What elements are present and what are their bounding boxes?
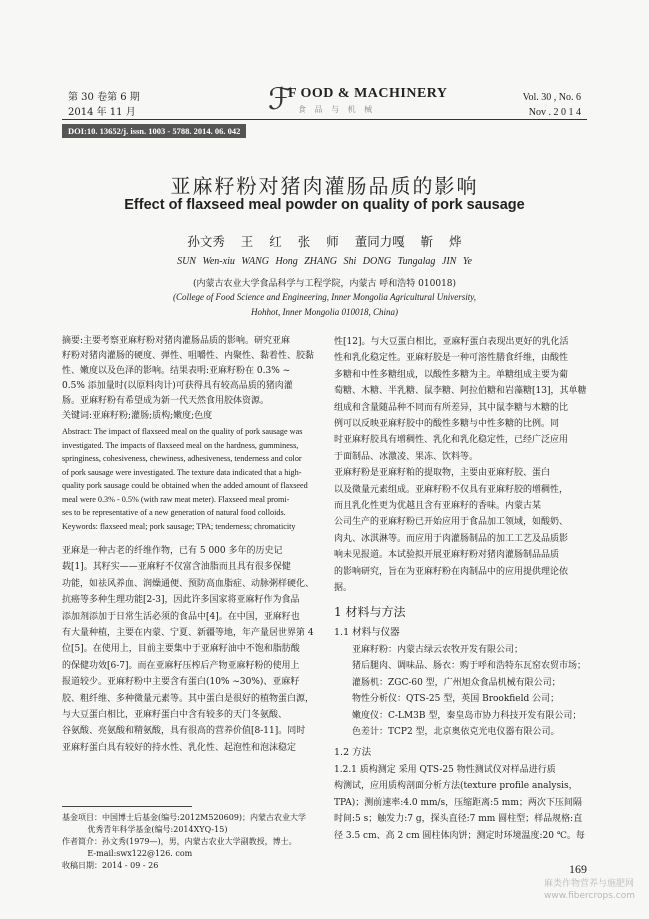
volume-en: Vol. 30 , No. 6 xyxy=(522,92,581,103)
body-line: 而且乳化性更为优越且含有亚麻籽的香味。内蒙古某 xyxy=(334,501,542,512)
footnote-line: 作者简介：孙文秀(1979—)，男，内蒙古农业大学副教授，博士。 xyxy=(62,837,297,846)
abstract-en xyxy=(62,425,322,533)
doi-label: DOI:10. 13652/j. issn. 1003 - 5788. 2014. 06. 042 xyxy=(62,124,246,138)
method-text xyxy=(334,762,587,844)
watermark xyxy=(544,878,635,902)
material-item: 亚麻籽粉：内蒙古绿云农牧开发有限公司； xyxy=(352,645,524,655)
footnote-rule xyxy=(62,806,192,807)
keywords-en: Keywords: flaxseed meal; pork sausage; TPA; tenderness; chromaticity xyxy=(62,521,296,531)
logo-subtitle: 食 品 与 机 械 xyxy=(298,105,376,114)
header-left xyxy=(68,90,140,120)
body-line: 例可以反映亚麻籽胶中的酸性多糖与中性多糖的比例。同 xyxy=(334,419,560,430)
header-right xyxy=(523,90,581,120)
body-line: 时亚麻籽胶具有增稠性、乳化和乳化稳定性，已经广泛应用 xyxy=(334,435,569,446)
authors-cn: 孙文秀 王 红 张 师 董同力嘎 靳 烨 xyxy=(187,234,462,249)
body-line: 抗癌等多种生理功能[2-3]，因此许多国家将亚麻籽作为食品 xyxy=(62,595,300,606)
title-en: Effect of flaxseed meal powder on quality of pork sausage xyxy=(124,197,525,213)
body-line: TPA)；测前速率:4.0 mm/s，压缩距离:5 mm；两次下压间隔 xyxy=(334,797,582,808)
keywords-cn: 关键词:亚麻籽粉;灌肠;质构;嫩度;色度 xyxy=(62,411,213,421)
body-line: 亚麻是一种古老的纤维作物，已有 5 000 多年的历史记 xyxy=(62,546,283,556)
abstract-cn xyxy=(62,334,322,424)
abstract-cn-line: 性、嫩度以及色泽的影响。结果表明:亚麻籽粉在 0.3% ~ xyxy=(62,366,291,376)
date-en: Nov . 2 0 1 4 xyxy=(528,107,581,118)
abstract-en-line: quality pork sausage could be obtained when the added amount of flaxseed xyxy=(62,481,308,490)
body-line: 添加剂添加于日常生活必须的食品中[4]。在中国，亚麻籽也 xyxy=(62,611,300,622)
body-line: 位[5]。在使用上，目前主要集中于亚麻籽油中不饱和脂肪酸 xyxy=(62,644,300,655)
body-line: 径 3.5 cm、高 2 cm 圆柱体肉饼；测定时环境温度:20 ℃。每 xyxy=(334,830,585,841)
watermark-line: 麻类作物营养与施肥网 xyxy=(544,879,635,889)
body-line: 于面制品、冰激凌、果冻、饮料等。 xyxy=(334,451,479,462)
logo-title: F OOD & MACHINERY xyxy=(288,86,448,101)
subsection-heading: 1.1 材料与仪器 xyxy=(334,627,400,638)
body-line: 亚麻籽粉是亚麻籽粕的提取物，主要由亚麻籽胶、蛋白 xyxy=(334,468,551,479)
material-item: 猪后腿肉、调味品、肠衣：购于呼和浩特东瓦窑农贸市场； xyxy=(352,661,587,672)
affiliation-en-2: Hohhot, Inner Mongolia 010018, China) xyxy=(251,307,398,317)
date-cn: 2014 年 11 月 xyxy=(68,107,136,118)
subsection-heading: 1.2 方法 xyxy=(334,747,372,758)
body-line: 公司生产的亚麻籽粉已开始应用于食品加工领域，如酸奶、 xyxy=(334,517,569,528)
intro-right xyxy=(334,334,587,597)
watermark-line: www.fibercrops.com xyxy=(544,891,635,901)
abstract-cn-line: 肠。亚麻籽粉有希望成为新一代天然食用胶体资源。 xyxy=(62,396,270,406)
volume-cn: 第 30 卷第 6 期 xyxy=(68,92,140,103)
body-line: 谷氨酸、亮氨酸和精氨酸，具有很高的营养价值[8-11]。同时 xyxy=(62,726,306,737)
section-heading: 1 材料与方法 xyxy=(334,605,406,619)
body-line: 响未见报道。本试验拟开展亚麻籽粉对猪肉灌肠制品品质 xyxy=(334,550,560,561)
material-item: 物性分析仪：QTS-25 型，英国 Brookfield 公司； xyxy=(352,694,560,705)
body-line: 时间:5 s；触发力:7 g，探头直径:7 mm 圆柱型；样品规格:直 xyxy=(334,814,583,825)
title-cn: 亚麻籽粉对猪肉灌肠品质的影响 xyxy=(170,174,479,198)
journal-logo xyxy=(258,83,448,118)
body-line: 组成和含量随品种不同而有所差异，其中鼠李糖与木糖的比 xyxy=(334,402,569,413)
abstract-en-line: ses to be representative of a new generation of natural food colloids. xyxy=(62,508,286,517)
intro-left xyxy=(62,543,322,756)
affiliation-en-1: (College of Food Science and Engineering, Inner Mongolia Agricultural University, xyxy=(172,292,477,302)
material-item: 色差计：TCP2 型，北京奥依克光电仪器有限公司。 xyxy=(352,727,560,738)
body-line: 肉丸、冰淇淋等。而应用于肉灌肠制品的加工工艺及品质影 xyxy=(334,533,569,544)
logo-icon: ℱ xyxy=(268,83,292,116)
body-line: 多糖和中性多糖组成，以酸性多糖为主。单糖组成主要为葡 xyxy=(334,369,569,380)
materials-list xyxy=(334,642,587,740)
body-line: 亚麻籽蛋白具有较好的持水性、乳化性、起泡性和泡沫稳定 xyxy=(62,742,297,753)
body-line: 性[12]。与大豆蛋白相比，亚麻籽蛋白表现出更好的乳化活 xyxy=(334,337,569,347)
abstract-cn-line: 籽粉对猪肉灌肠的硬度、弹性、咀嚼性、内聚性、黏着性、胶黏 xyxy=(62,351,315,361)
material-item: 灌肠机：ZGC-60 型，广州旭众食品机械有限公司； xyxy=(352,677,561,688)
body-line: 以及微量元素组成。亚麻籽粉不仅具有亚麻籽胶的增稠性， xyxy=(334,484,569,495)
abstract-en-line: Abstract: The impact of flaxseed meal on the quality of pork sausage was xyxy=(62,427,303,436)
body-line: 胶、粗纤维、多种微量元素等。其中蛋白是很好的植物蛋白源， xyxy=(62,693,315,704)
abstract-en-line: springiness, cohesiveness, chewiness, adhesiveness, tenderness and color xyxy=(62,454,302,463)
body-line: 的保健功效[6-7]。而在亚麻籽压榨后产物亚麻籽粉的使用上 xyxy=(62,660,300,671)
body-line: 据。 xyxy=(334,583,353,594)
body-line: 载[1]。其籽实——亚麻籽不仅富含油脂而且具有很多保健 xyxy=(62,562,291,573)
page-number: 169 xyxy=(569,862,587,876)
footnote-line: 基金项目：中国博士后基金(编号:2012M520609)；内蒙古农业大学 xyxy=(62,813,307,822)
body-line: 1.2.1 质构测定 采用 QTS-25 物性测试仪对样品进行质 xyxy=(334,765,556,775)
body-line: 萄糖、木糖、半乳糖、鼠李糖、阿拉伯糖和岩藻糖[13]，其单糖 xyxy=(334,386,587,397)
header-rule xyxy=(62,119,587,120)
footnote-line: 优秀青年科学基金(编号:2014XYQ-15) xyxy=(62,825,228,834)
abstract-en-line: of pork sausage were investigated. The texture data indicated that a high- xyxy=(62,467,302,477)
body-line: 功能，如祛风养血、润燥通便、预防高血脂症、动脉粥样硬化、 xyxy=(62,578,315,589)
affiliation-cn: (内蒙古农业大学食品科学与工程学院，内蒙古 呼和浩特 010018) xyxy=(192,279,457,289)
footnote-line: E-mail:swx122@126. com xyxy=(62,849,193,858)
footnotes xyxy=(62,812,324,872)
abstract-en-line: meal were 0.3% - 0.5% (with raw meat meter). Flaxseed meal promi- xyxy=(62,494,290,504)
body-line: 与大豆蛋白相比，亚麻籽蛋白中含有较多的天门冬氨酸、 xyxy=(62,710,288,721)
body-line: 的影响研究，旨在为亚麻籽粉在肉制品中的应用提供理论依 xyxy=(334,566,569,577)
abstract-cn-line: 0.5% 添加量时(以原料肉计)可获得具有较高品质的猪肉灌 xyxy=(62,381,293,391)
body-line: 构测试，应用质构剖面分析方法(texture profile analysis， xyxy=(334,781,578,792)
body-line: 性和乳化稳定性。亚麻籽胶是一种可溶性膳食纤维，由酸性 xyxy=(334,353,569,364)
footnote-line: 收稿日期：2014 - 09 - 26 xyxy=(62,861,159,870)
abstract-cn-line: 摘要:主要考察亚麻籽粉对猪肉灌肠品质的影响。研究亚麻 xyxy=(62,336,291,346)
abstract-en-line: investigated. The impacts of flaxseed meal on the hardness, gumminess, xyxy=(62,440,299,450)
authors-en: SUN Wen-xiu WANG Hong ZHANG Shi DONG Tungalag JIN Ye xyxy=(177,256,472,267)
body-line: 报道较少。亚麻籽粉中主要含有蛋白(10% ~30%)、亚麻籽 xyxy=(62,677,300,688)
body-line: 有大量种植，主要在内蒙、宁夏、新疆等地，年产量居世界第 4 xyxy=(62,628,314,639)
material-item: 嫩度仪：C-LM3B 型，秦皇岛市协力科技开发有限公司； xyxy=(352,710,582,721)
